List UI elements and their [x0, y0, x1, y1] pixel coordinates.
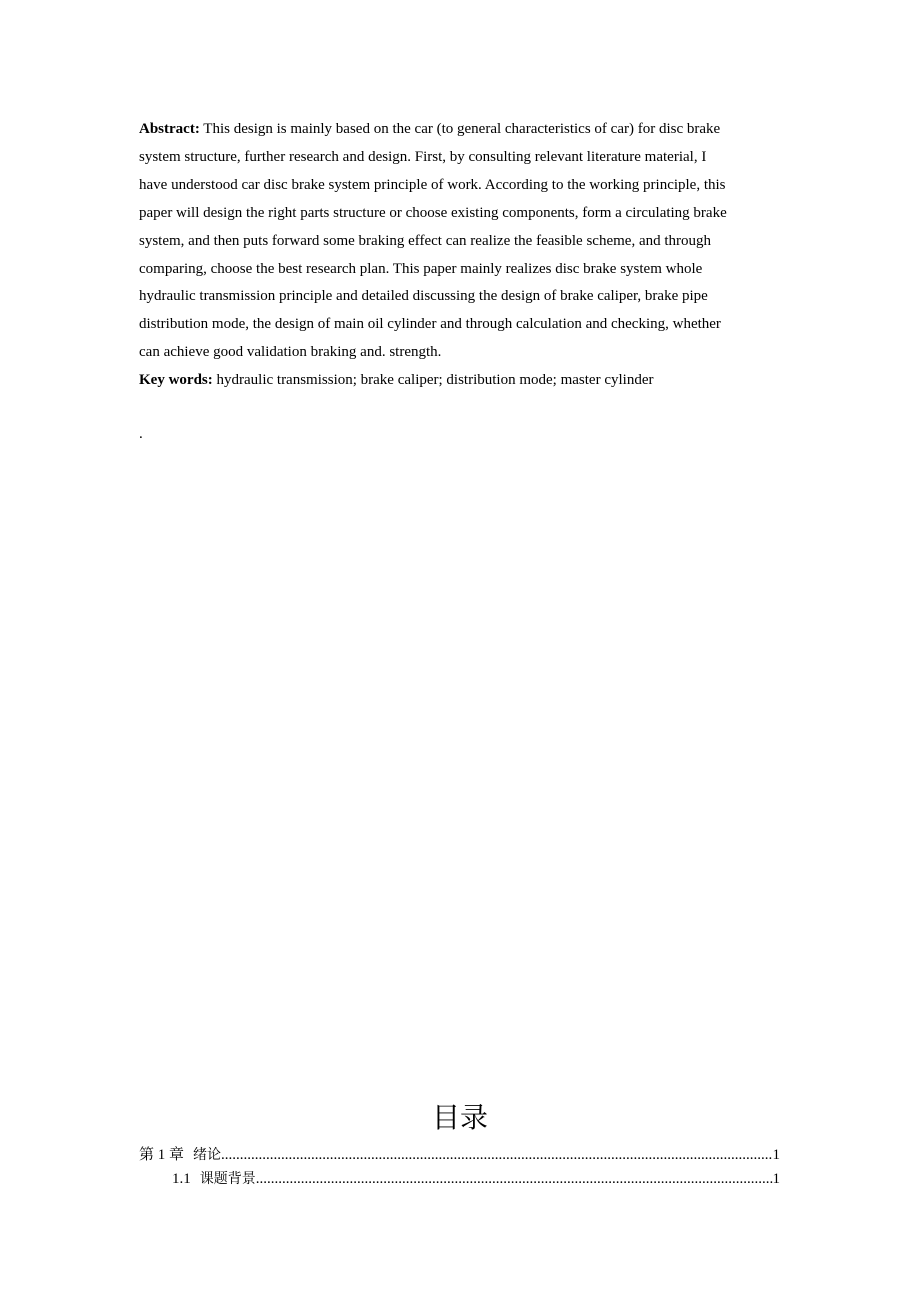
keywords-label: Key words:: [139, 372, 213, 389]
keywords-text: hydraulic transmission; brake caliper; distribution mode; master cylinder: [212, 372, 654, 389]
toc-entry-title: 课题背景: [199, 1171, 256, 1187]
abstract-section: [139, 116, 784, 395]
abstract-line: comparing, choose the best research plan. This paper mainly realizes disc brake system whole: [139, 260, 703, 277]
toc-leader-dots: [256, 1169, 773, 1189]
toc-entry-title: 绪论: [193, 1147, 222, 1163]
toc-entry-chapter-1[interactable]: [139, 1145, 780, 1165]
toc-entry-section-1-1[interactable]: [172, 1169, 780, 1189]
abstract-line: system structure, further research and design. First, by consulting relevant literature material, I: [139, 148, 707, 165]
toc-entry-page: 1: [772, 1171, 780, 1187]
abstract-line: have understood car disc brake system principle of work. According to the working principle, this: [139, 176, 726, 193]
abstract-line: hydraulic transmission principle and detailed discussing the design of brake caliper, brake pipe: [139, 288, 708, 305]
toc-entry-number: 1.1: [172, 1171, 191, 1187]
toc-leader-dots: [221, 1145, 772, 1165]
abstract-line: can achieve good validation braking and. strength.: [139, 344, 442, 361]
toc-title: 目录: [431, 1101, 488, 1134]
keywords-line: [139, 367, 784, 395]
abstract-text: This design is mainly based on the car (to general characteristics of car) for disc brake: [199, 121, 721, 137]
toc-entry-number: 第 1 章: [139, 1147, 185, 1163]
abstract-line: [139, 116, 784, 144]
abstract-line: distribution mode, the design of main oil cylinder and through calculation and checking, whether: [139, 316, 721, 333]
toc-entry-page: 1: [772, 1147, 780, 1163]
abstract-line: paper will design the right parts structure or choose existing components, form a circulating brake: [139, 204, 727, 221]
abstract-label: Abstract:: [139, 121, 200, 137]
abstract-line: system, and then puts forward some braking effect can realize the feasible scheme, and through: [139, 232, 712, 249]
stray-period: .: [139, 426, 143, 442]
